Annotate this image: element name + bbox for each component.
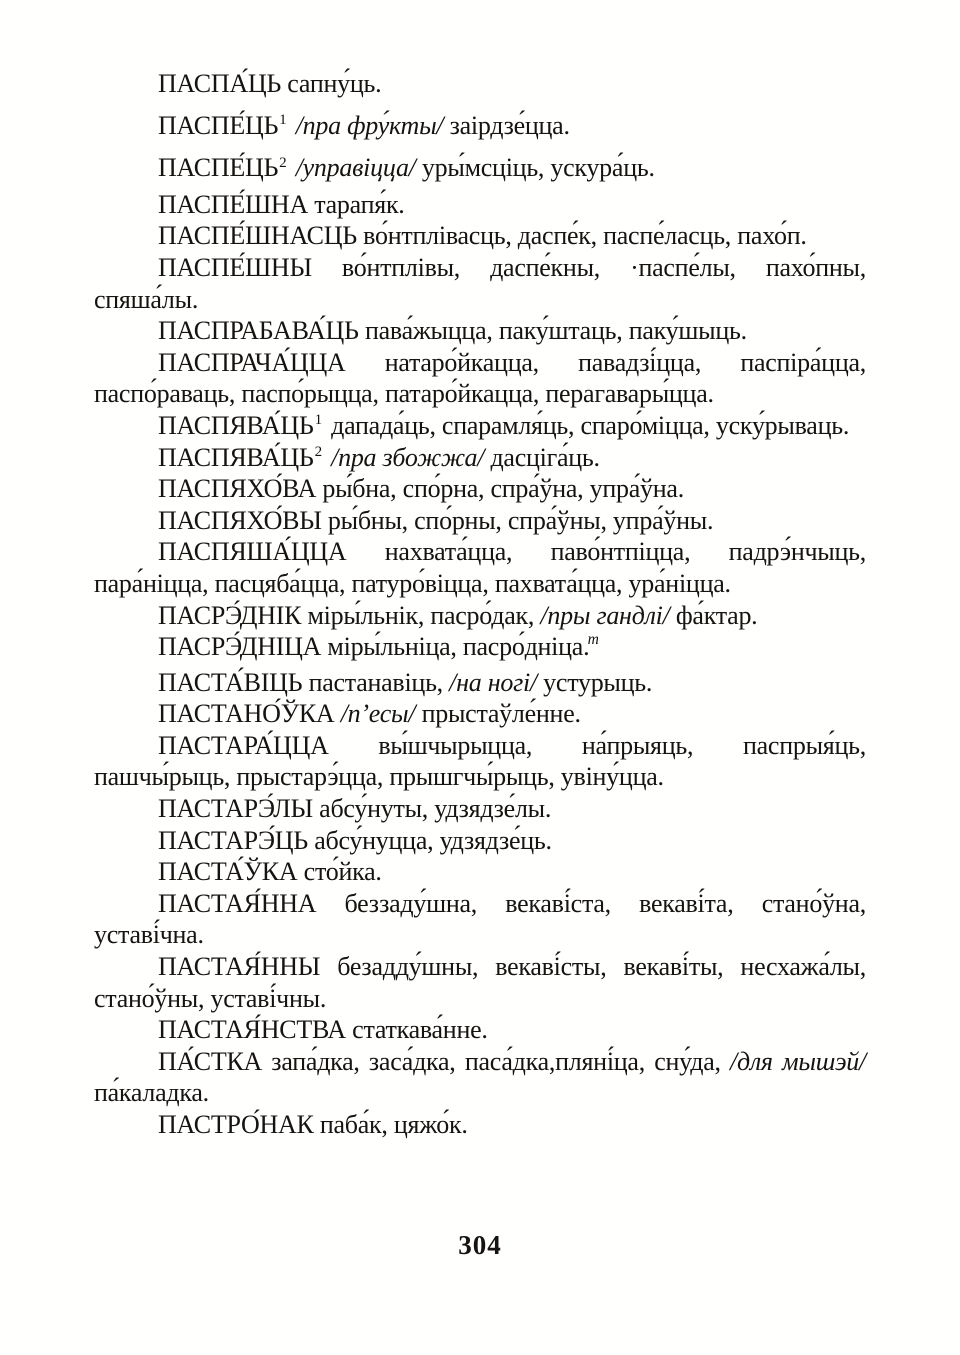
dictionary-entry bbox=[94, 888, 866, 951]
entry-text: уры́мсціць, ускура́ць. bbox=[415, 153, 655, 183]
headword: ПАСТАНО́ЎКА bbox=[158, 699, 335, 729]
dictionary-entry bbox=[94, 442, 866, 474]
headword: ПАСТАЯ́ННА bbox=[158, 888, 317, 918]
dictionary-entry bbox=[94, 220, 866, 252]
headword: ПАСПЕ́ШНЫ bbox=[158, 252, 312, 282]
entry-text: тарапя́к. bbox=[307, 189, 405, 219]
entry-text: паба́к, цяжо́к. bbox=[313, 1110, 468, 1139]
entry-text: запа́дка, заса́дка, паса́дка,пляні́ца, сну́да, bbox=[262, 1046, 730, 1076]
entry-text: па́каладка. bbox=[94, 1078, 209, 1108]
entry-text: во́нтплівасць, даспе́к, паспе́ласць, пахо́п. bbox=[356, 221, 807, 251]
usage-label: /для мышэй/ bbox=[730, 1046, 866, 1076]
usage-label: /управіцца/ bbox=[295, 153, 416, 183]
entry-text: вы́шчырыцца, на́прыяць, паспрыя́ць, пашчы́рыць, прыстарэ́цца, прышгчы́рыць, увіну́цца. bbox=[94, 730, 866, 792]
entry-text: сто́йка. bbox=[297, 857, 382, 887]
headword: ПАСТАЯ́ННЫ bbox=[158, 952, 321, 982]
dictionary-entry bbox=[94, 252, 866, 315]
dictionary-entry bbox=[94, 1046, 866, 1109]
entry-text: дапада́ць, спарамля́ць, спаро́міцца, уску́рываць. bbox=[324, 410, 850, 440]
headword: ПАСПРАБАВА́ЦЬ bbox=[158, 316, 359, 346]
entry-text: міры́льнік, пасро́дак, bbox=[301, 600, 541, 630]
homonym-number: 1 bbox=[314, 412, 322, 429]
dictionary-entry bbox=[94, 698, 866, 730]
headword: ПАСПЕ́ШНАСЦЬ bbox=[158, 221, 357, 251]
dictionary-entry bbox=[94, 856, 866, 888]
entry-text: абсу́нуцца, удзядзе́ць. bbox=[307, 825, 552, 855]
homonym-number: 2 bbox=[279, 154, 287, 171]
usage-label: /пра фру́кты/ bbox=[295, 110, 444, 140]
headword: ПАСТАРА́ЦЦА bbox=[158, 730, 329, 760]
entry-text: ры́бны, спо́рны, спра́ўны, упра́ўны. bbox=[321, 505, 714, 535]
dictionary-entry bbox=[94, 189, 866, 221]
dictionary-entry bbox=[94, 825, 866, 857]
headword: ПАСРЭ́ДНІК bbox=[158, 600, 302, 630]
headword: ПА́СТКА bbox=[158, 1046, 263, 1076]
headword: ПАСПЕ́ШНА bbox=[158, 189, 308, 219]
dictionary-entry bbox=[94, 667, 866, 699]
dictionary-entry bbox=[94, 315, 866, 347]
headword: ПАСПЯХО́ВА bbox=[158, 474, 317, 504]
dictionary-entry bbox=[94, 347, 866, 410]
dictionary-entry bbox=[94, 536, 866, 599]
headword: ПАСТРО́НАК bbox=[158, 1110, 314, 1139]
entries-container bbox=[94, 68, 866, 1141]
entry-text: прыстаўле́нне. bbox=[415, 699, 581, 729]
headword: ПАСТА́ЎКА bbox=[158, 857, 298, 887]
entry-text: міры́льніца, пасро́ bbox=[321, 632, 525, 662]
headword: ПАСРЭ́ДНІЦА bbox=[158, 632, 322, 662]
headword: ПАСПЯХО́ВЫ bbox=[158, 505, 322, 535]
headword: ПАСПЯВА́ЦЬ bbox=[158, 410, 314, 440]
dictionary-entry bbox=[94, 152, 866, 184]
headword: ПАСТА́ВІЦЬ bbox=[158, 667, 303, 697]
usage-label: /п’есы/ bbox=[340, 699, 416, 729]
headword: ПАСТАЯ́НСТВА bbox=[158, 1015, 346, 1045]
dictionary-entry bbox=[94, 730, 866, 793]
entry-text: пава́жыцца, паку́штаць, паку́шыць. bbox=[358, 316, 747, 346]
usage-label: /пры гандлі/ bbox=[540, 600, 670, 630]
page-number: 304 bbox=[458, 1230, 502, 1260]
headword: ПАСПА́ЦЬ bbox=[158, 69, 282, 98]
entry-text: фа́ктар. bbox=[669, 600, 758, 630]
dictionary-entry bbox=[94, 68, 866, 100]
entry-text: устурыць. bbox=[536, 667, 653, 697]
headword: ПАСПРАЧА́ЦЦА bbox=[158, 347, 346, 377]
dictionary-entry bbox=[94, 951, 866, 1014]
headword: ПАСТАРЭ́ЦЬ bbox=[158, 825, 308, 855]
entry-text: нахвата́цца, паво́нтпіцца, падрэ́нчыць, пара́ніцца, пасцяба́цца, патуро́віцца, пахвата́цца, ура́ніцца. bbox=[94, 537, 866, 598]
usage-label: /пра збожжа/ bbox=[331, 442, 485, 472]
dictionary-entry bbox=[94, 110, 866, 142]
entry-text: абсу́нуты, удзядзе́лы. bbox=[312, 794, 552, 824]
dictionary-entry bbox=[94, 600, 866, 632]
dictionary-entry bbox=[94, 505, 866, 537]
headword: ПАСПЯША́ЦЦА bbox=[158, 537, 347, 567]
entry-text: статкава́нне. bbox=[345, 1015, 488, 1045]
headword: ПАСПЯВА́ЦЬ bbox=[158, 442, 314, 472]
entry-text: дніца. bbox=[524, 632, 590, 662]
entry-text: во́нтплівы, даспе́кны, ·паспе́лы, пахо́пны, спяша́лы. bbox=[94, 252, 866, 314]
dictionary-entry bbox=[94, 1014, 866, 1046]
headword: ПАСПЕ́ЦЬ bbox=[158, 110, 279, 140]
homonym-number: 2 bbox=[314, 443, 322, 460]
headword: ПАСТАРЭ́ЛЫ bbox=[158, 794, 313, 824]
dictionary-entry bbox=[94, 410, 866, 442]
dictionary-entry bbox=[94, 1109, 866, 1141]
entry-text: беззаду́шна, векаві́ста, векаві́та, стано́ўна, уставі́чна. bbox=[94, 888, 866, 950]
entry-text: безадду́шны, векаві́сты, векаві́ты, несхажа́лы, стано́ўны, уставі́чны. bbox=[94, 952, 866, 1013]
dictionary-entry bbox=[94, 473, 866, 505]
entry-text: ры́бна, спо́рна, спра́ўна, упра́ўна. bbox=[316, 474, 684, 504]
entry-text: дасціга́ць. bbox=[484, 442, 600, 472]
usage-label: /на ногі/ bbox=[449, 667, 537, 697]
entry-text: пастанавіць, bbox=[302, 667, 450, 697]
entry-text: сапну́ць. bbox=[281, 69, 382, 98]
headword: ПАСПЕ́ЦЬ bbox=[158, 153, 279, 183]
dictionary-entry bbox=[94, 793, 866, 825]
dictionary-entry: ПАСРЭ́ДНІЦА міры́льніца, пасро́ тдніца. bbox=[158, 630, 599, 662]
entry-text: заірдзе́цца. bbox=[443, 110, 570, 140]
homonym-number: 1 bbox=[279, 111, 287, 128]
entry-text: натаро́йкацца, павадзі́цца, паспіра́цца, паспо́раваць, паспо́рыцца, патаро́йкацца, перагавары́цца. bbox=[94, 347, 866, 409]
